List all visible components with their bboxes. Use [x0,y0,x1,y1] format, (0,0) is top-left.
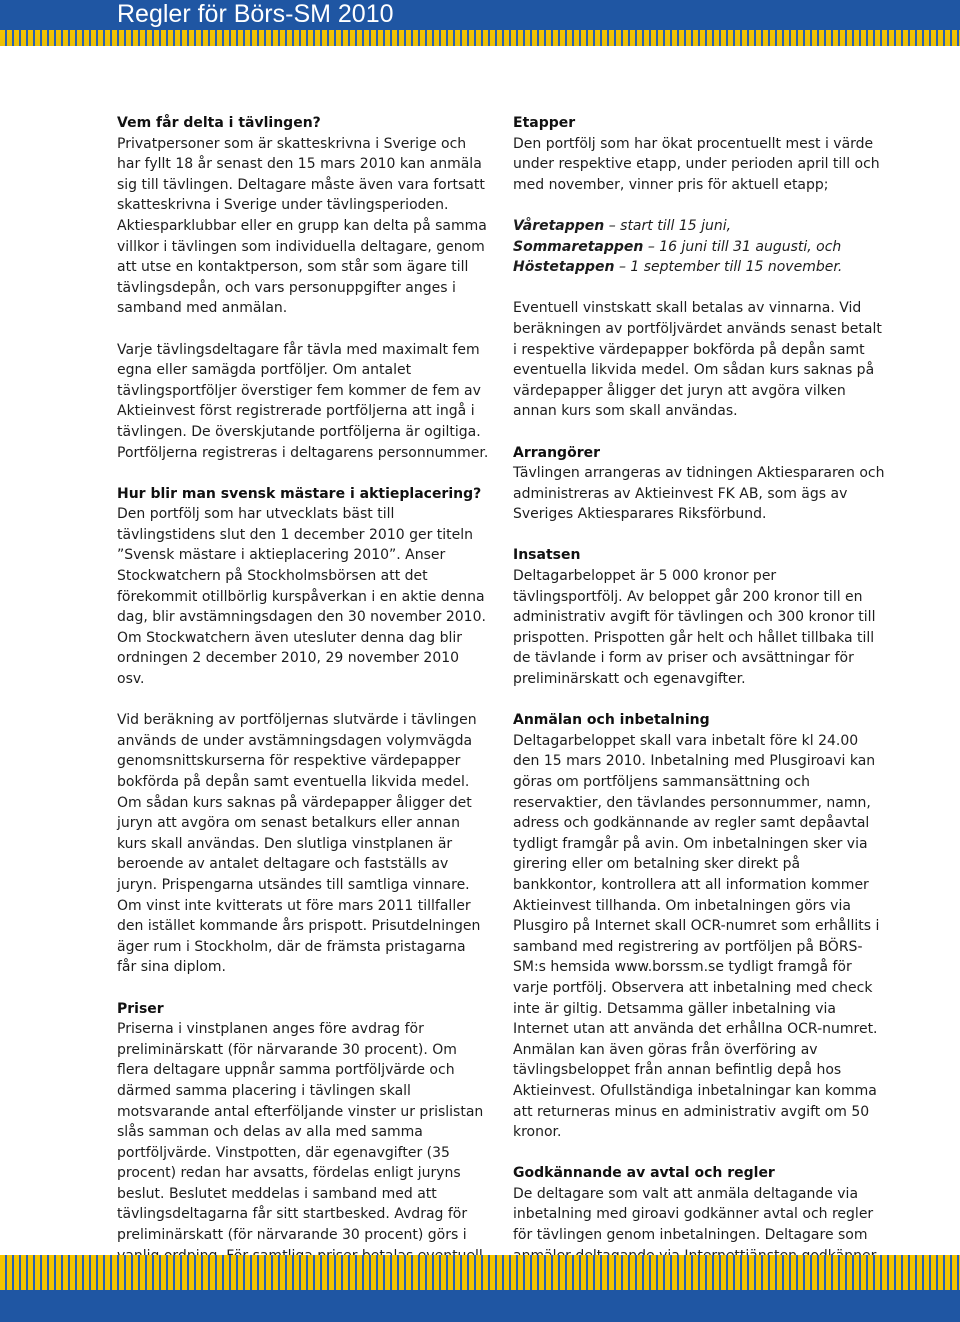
page-header [0,0,960,46]
section-stake [513,545,885,689]
stage-item [513,237,885,258]
paragraph: Eventuell vinstskatt skall betalas av vinnarna. Vid beräkningen av portföljvärdet används senast betalt i respektive värdepapper bokförda på depån samt eventuella likvida medel. Om sådan kurs saknas på värdepapper åligger det juryn att avgöra vilken annan kurs som skall användas. [513,300,882,420]
paragraph: Privatpersoner som är skatteskrivna i Sverige och har fyllt 18 år senast den 15 mars 2010 kan anmäla sig till tävlingen. Deltagare måste även vara fortsatt skatteskrivna i Sverige under tävlingsperioden. Aktiesparklubbar eller en grupp kan delta på samma villkor i tävlingen som individuella deltagare, genom att utse en kontaktperson, som står som ägare till tävlingsdepån, och vars personuppgifter anges i samband med anmälan. [117,135,487,317]
section-approval [513,1163,885,1266]
section-heading: Vem får delta i tävlingen? [117,115,321,131]
section-stages [513,113,885,422]
footer-stripe [0,1255,960,1290]
paragraph: Tävlingen arrangeras av tidningen Aktiespararen och administreras av Aktieinvest FK AB, som ägs av Sveriges Aktiesparares Riksförbund. [513,465,885,523]
stage-dates: – start till 15 juni, [604,217,732,234]
stage-dates: – 1 september till 15 november. [614,259,843,276]
section-prizes [117,999,489,1287]
paragraph: Priserna i vinstplanen anges före avdrag för preliminärskatt (för närvarande 30 procent). Om flera deltagare uppnår samma portföljvärde och därmed samma placering i tävlingen skall motsvarande antal efterföljande vinster ur prislistan slås samman och delas av alla med samma portföljvärde. Vinstpotten, där egenavgifter (35 procent) redan har avsatts, fördelas enligt juryns beslut. Beslutet meddelas i samband med att tävlingsdeltagarna får sitt startbesked. Avdrag för preliminärskatt (för närvarande 30 procent) görs i [117,1021,484,1244]
section-registration-payment [513,710,885,1142]
section-heading: Godkännande av avtal och regler [513,1165,775,1182]
section-heading: Insatsen [513,547,581,564]
right-column [513,113,885,1287]
section-heading: Hur blir man svensk mästare i aktieplacering? [117,485,482,502]
stage-item [513,257,885,278]
section-heading: Etapper [513,115,576,131]
stage-name: Sommaretappen [513,238,644,255]
stage-name: Våretappen [513,217,605,234]
paragraph: Deltagarbeloppet är 5 000 kronor per tävlingsportfölj. Av beloppet går 200 kronor till en administrativ avgift för tävlingen och 300 kronor till prispotten. Prispotten går helt och hållet tillbaka till de tävlande i form av priser och avsättningar för preliminärskatt och egenavgifter. [513,568,876,688]
section-heading: Arrangörer [513,444,601,461]
left-column [117,113,489,1307]
page-footer [0,1255,960,1322]
paragraph: Varje tävlingsdeltagare får tävla med maximalt fem egna eller samägda portföljer. Om antalet tävlingsportföljer överstiger fem kommer de fem av Aktieinvest först registrerade portföljerna att ingå i tävlingen. De överskjutande portföljerna är ogiltiga. Portföljerna registreras i deltagarens personnummer. [117,341,489,461]
page-title: Regler för Börs-SM 2010 [117,0,394,28]
header-stripe [0,30,960,46]
section-how-to-win [117,484,489,978]
section-heading: Anmälan och inbetalning [513,712,710,729]
paragraph: Den portfölj som har utvecklats bäst till tävlingstidens slut den 1 december 2010 ger titeln ”Svensk mästare i aktieplacering 2010”. Anser Stockwatchern på Stockholmsbörsen att det förekommit otillbörlig kurspåverkan i en aktie denna dag, blir avstämningsdagen den 30 november 2010. Om Stockwatchern även utesluter denna dag blir ordningen 2 december 2010, 29 november 2010 osv. [117,506,486,688]
stage-dates: – 16 juni till 31 augusti, och [643,238,842,255]
section-heading: Priser [117,1000,164,1017]
paragraph: Deltagarbeloppet skall vara inbetalt före kl 24.00 den 15 mars 2010. Inbetalning med Plusgiroavi kan göras om portföljens sammansättning och reservaktier, den tävlandes personnummer, namn, adress och godkännande av regler samt depåavtal tydligt framgår på avin. Om inbetalningen sker via girering eller om betalning sker direkt på bankkontor, kontrollera att all information kommer Aktieinvest tillhanda. Om inbetalningen görs via Plusgiro på Internet skall OCR-numret som erhållits i samband med registrering av portföljen på BÖRS-SM:s hemsida www.borssm.se tydligt framgå för varje portfölj. Observera att inbetalning med check inte är giltig. Detsamma gäller inbetalning via Internet utan att använda det erhållna OCR-numret. Anmälan kan även göras från överföring av tävlingsbeloppet från annan befintlig depå hos Aktieinvest. Ofullständiga inbetalningar kan komma att returneras minus en administrativ avgift om 50 kronor. [513,732,880,1141]
paragraph: Den portfölj som har ökat procentuellt mest i värde under respektive etapp, under perioden april till och med november, vinner pris för aktuell etapp; [513,135,880,193]
section-who-can-participate [117,113,489,463]
stage-name: Höstetappen [513,259,615,276]
section-organizers [513,443,885,525]
paragraph: De deltagare som valt att anmäla deltagande via inbetalning med giroavi godkänner avtal och regler för tävlingen genom inbetalningen. Deltagare som [513,1185,874,1244]
stage-item [513,216,885,237]
footer-band [0,1290,960,1322]
paragraph: Vid beräkning av portföljernas slutvärde i tävlingen används de under avstämningsdagen volymvägda genomsnittskurserna för respektive värdepapper bokförda på depån samt eventuella likvida medel. Om sådan kurs saknas på värdepapper åligger det juryn att avgöra om senast betalkurs eller annan kurs skall användas. Den slutliga vinstplanen är beroende av antalet deltagare och fastställs av juryn. Prispengarna utsändes till samtliga vinnare. Om vinst inte kvitterats ut före mars 2011 tillfaller den istället kommande års prispott. Prisutdelningen äger rum i Stockholm, där de främsta pristagarna får sina diplom. [117,712,481,976]
